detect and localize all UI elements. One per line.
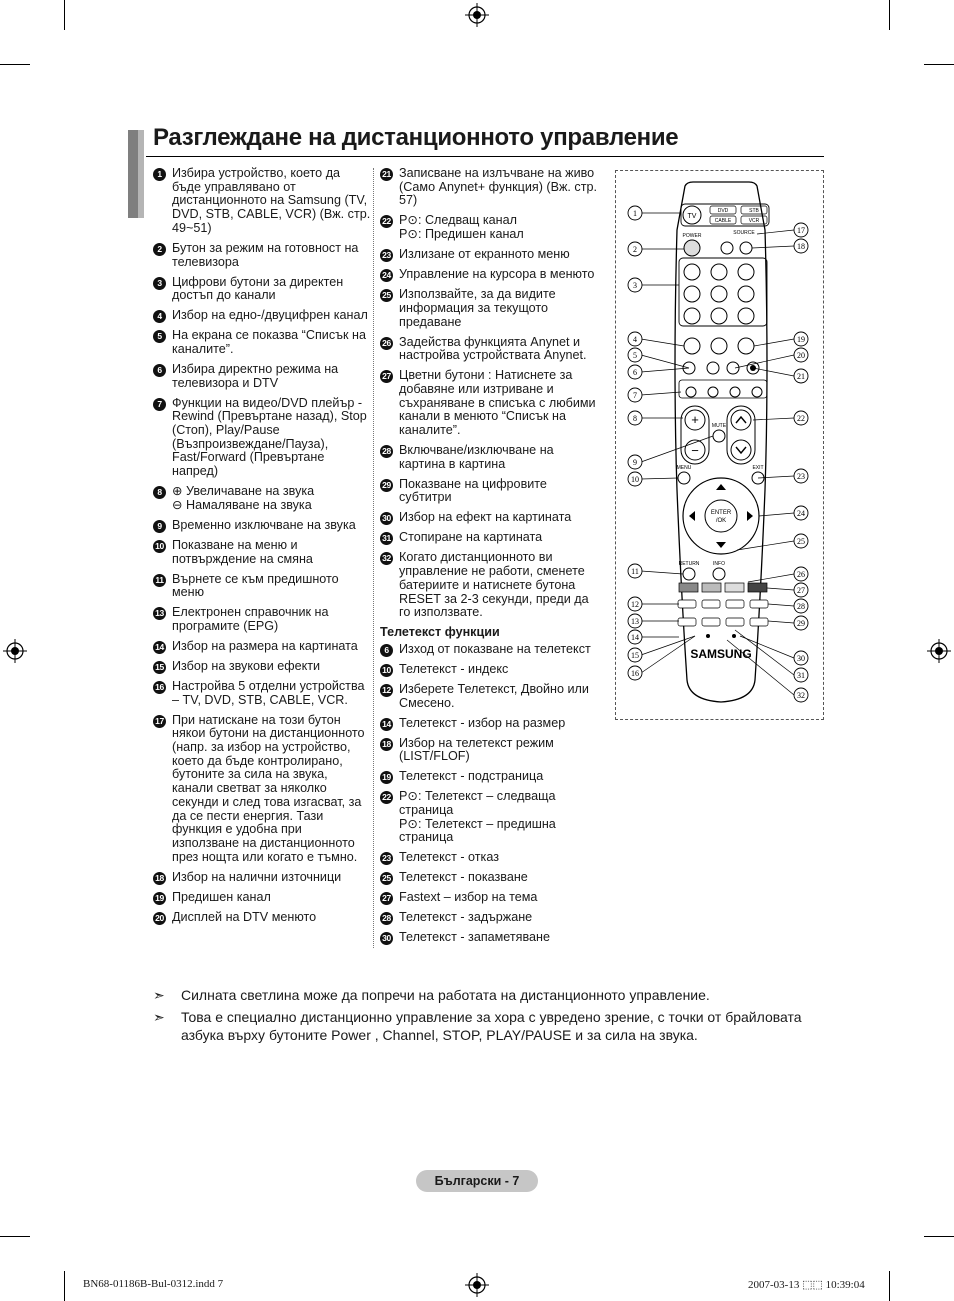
item-number-badge: 8 [153,486,166,499]
title-accent-bar [138,130,144,218]
item-text: Телетекст - запаметяване [399,930,550,945]
callout-label: 28 [797,602,805,611]
callout-label: 8 [633,414,637,423]
list-item [380,551,602,620]
list-item [153,714,371,865]
feature-list-column-1 [153,167,371,931]
item-number-badge: 4 [153,310,166,323]
item-text: Цифрови бутони за директен достъп до канали [172,274,344,303]
crop-mark [64,0,65,30]
item-text: Избор на налични източници [172,869,342,884]
item-number-badge: 6 [380,644,393,657]
item-number-badge: 32 [380,552,393,565]
list-item [380,683,602,710]
registration-mark-icon [465,1273,489,1297]
list-item [380,891,602,905]
callout-label: 26 [797,570,805,579]
crop-mark [924,64,954,65]
list-item [380,369,602,438]
list-item [380,214,602,241]
callout-label: 11 [631,567,639,576]
picture-label: EXIT [752,465,764,471]
note-bright-light: ➣ Силната светлина може да попречи на работата на дистанционното управление. [153,987,710,1003]
callout-label: 17 [797,226,805,235]
item-number-badge: 28 [380,912,393,925]
item-number-badge: 18 [380,738,393,751]
item-number-badge: 10 [380,664,393,677]
page-title: Разглеждане на дистанционното управление [153,124,679,151]
callout-label: 7 [633,391,637,400]
list-item [153,871,371,885]
callout-label: 24 [797,509,805,518]
item-text: Управление на курсора в менюто [399,267,595,282]
crop-mark [0,1236,30,1237]
item-text: Функции на видео/DVD плейър - Rewind (Превъртане назад), Stop (Стоп), Play/Pause (Възпроизвеждане/Пауза), Fast/Forward (Превъртане напред) [172,395,367,479]
registration-mark-icon [927,639,951,663]
item-number-badge: 1 [153,168,166,181]
picture-label: /OK [715,518,727,524]
item-number-badge: 3 [153,277,166,290]
item-number-badge: 5 [153,330,166,343]
callout-label: 15 [631,651,639,660]
callout-label: 1 [633,209,637,218]
item-text: На екрана се показва “Списък на каналите”. [172,328,366,356]
list-item [380,288,602,329]
column-divider [373,168,374,948]
picture-label: RETURN [678,561,700,567]
item-text: P⊙: Телетекст – следваща страница [399,789,556,818]
item-text: Телетекст - подстраница [399,769,544,784]
item-number-badge: 17 [153,715,166,728]
item-text: Цветни бутони : Натиснете за добавяне или изтриване и съхраняване в списъка с любими канали в менюто “Списък на каналите”. [399,368,596,438]
list-item [153,891,371,905]
list-item [380,871,602,885]
callout-label: 5 [633,351,637,360]
feature-list [380,167,602,620]
item-text: Показване на цифровите субтитри [399,476,547,505]
callout-label: 10 [631,475,639,484]
list-item [153,242,371,269]
item-number-badge: 2 [153,243,166,256]
callout-label: 16 [631,669,639,678]
item-text: Избор на телетекст режим (LIST/FLOF) [399,735,554,764]
list-item [380,911,602,925]
item-text: Телетекст - индекс [399,661,509,676]
item-text: Електронен справочник на програмите (EPG) [172,605,329,633]
list-item [380,336,602,363]
item-text: Избира директно режима на телевизора и DTV [172,361,339,390]
item-text: Записване на излъчване на живо [399,166,595,180]
list-item [153,573,371,600]
list-item [380,770,602,784]
item-number-badge: 27 [380,892,393,905]
brand-logo: SAMSUNG [690,647,752,661]
item-text: Излизане от екранното меню [399,247,570,262]
callout-label: 3 [633,281,637,290]
item-number-badge: 31 [380,532,393,545]
item-text: Задейства функцията Anynet и настройва устройствата Anynet. [399,334,587,363]
picture-label: INFO [713,561,725,567]
callout-label: 9 [633,458,637,467]
list-item [380,268,602,282]
item-number-badge: 23 [380,249,393,262]
item-text: Телетекст - избор на размер [399,715,566,730]
crop-mark [64,1271,65,1301]
title-rule [146,156,824,157]
callout-label: 20 [797,351,805,360]
callout-label: 6 [633,368,637,377]
page-number-badge: Български - 7 [416,1170,538,1192]
item-text: Fastext – избор на тема [399,890,538,905]
list-item [380,531,602,545]
item-number-badge: 16 [153,681,166,694]
item-number-badge: 10 [153,540,166,553]
picture-label: DVD [717,208,729,214]
list-item [153,606,371,633]
item-number-badge: 27 [380,370,393,383]
list-item [153,519,371,533]
item-number-badge: 12 [380,684,393,697]
item-text: Телетекст - отказ [399,850,499,865]
item-number-badge: 26 [380,337,393,350]
list-item [153,329,371,356]
item-number-badge: 25 [380,289,393,302]
item-text: Върнете се към предишното меню [172,571,339,600]
item-number-badge: 7 [153,398,166,411]
picture-label: MENU [676,465,692,471]
registration-mark-icon [465,3,489,27]
list-item [153,363,371,390]
callout-label: 21 [797,372,805,381]
item-text: Изход от показване на телетекст [399,641,591,656]
list-item [153,167,371,236]
item-text: Дисплей на DTV менюто [172,909,317,924]
arrow-icon: ➣ [153,1009,165,1025]
picture-label: MUTE [711,423,727,429]
item-text: Телетекст - показване [399,870,528,885]
picture-label: ENTER [710,510,732,516]
item-number-badge: 9 [153,520,166,533]
picture-label: TV [687,213,697,220]
list-item [380,248,602,262]
list-item [380,444,602,471]
list-item [153,660,371,674]
item-text: Изберете Телетекст, Двойно или Смесено. [399,681,589,710]
crop-mark [924,1236,954,1237]
callout-label: 25 [797,537,805,546]
item-number-badge: 20 [153,912,166,925]
list-item [153,397,371,479]
item-text: Избор на размера на картината [172,638,358,653]
teletext-list [380,643,602,945]
item-number-badge: 19 [380,771,393,784]
picture-label: CABLE [714,218,732,224]
item-text: Настройва 5 отделни устройства – TV, DVD, STB, CABLE, VCR. [172,678,365,707]
list-item [380,790,602,845]
picture-label: VCR [748,218,760,224]
callout-label: 29 [797,619,805,628]
item-number-badge: 28 [380,445,393,458]
callout-label: 2 [633,245,637,254]
callout-label: 27 [797,586,805,595]
callout-label: 14 [631,633,639,642]
list-item [380,663,602,677]
date-slug: 2007-03-13 ⬚⬚ 10:39:04 [748,1279,865,1291]
teletext-heading: Телетекст функции [380,625,500,640]
item-number-badge: 30 [380,512,393,525]
list-item [153,276,371,303]
picture-label: STB [749,208,759,214]
item-text: Избор на звукови ефекти [172,658,321,673]
item-number-badge: 18 [153,872,166,885]
item-text: P⊙: Следващ канал [399,213,517,228]
list-item [153,911,371,925]
item-number-badge: 22 [380,215,393,228]
item-text: ⊕ Увеличаване на звука [172,484,315,499]
item-text: Показване на меню и потвърждение на смяна [172,537,313,566]
item-number-badge: 14 [153,641,166,654]
list-item [380,717,602,731]
crop-mark [0,64,30,65]
item-text: Използвайте, за да видите информация за текущото предаване [399,287,556,329]
item-number-badge: 13 [153,607,166,620]
registration-mark-icon [3,639,27,663]
item-number-badge: 24 [380,269,393,282]
item-number-badge: 14 [380,718,393,731]
callout-label: 19 [797,335,805,344]
item-text: Избор на едно-/двуцифрен канал [172,308,368,323]
item-text: Бутон за режим на готовност на телевизора [172,240,359,269]
item-text: При натискане на този бутон някои бутони на дистанционното (напр. за избор на устройство, което да бъде контролирано, бутоните за сила на звука, канали светват за няколко секунди и след това изгасват, за да се пести енергия. Тази функция е удобна при използване на дистанционното през нощта или когато е тъмно. [172,712,365,864]
note-visually-impaired: ➣ Това е специално дистанционно управление за хора с увредено зрение, с точки от брайловата азбука върху бутоните Power , Channel, STOP, PLAY/PAUSE и за сила на звука. [153,1009,802,1043]
crop-mark [889,0,890,30]
picture-label: POWER [682,233,702,239]
list-item [380,737,602,764]
arrow-icon: ➣ [153,987,165,1003]
list-item [380,167,602,208]
picture-label: − [691,443,699,458]
item-text: Включване/изключване на картина в картина [399,443,554,471]
list-item [153,680,371,707]
crop-mark [889,1271,890,1301]
list-item [380,851,602,865]
item-text: Избор на ефект на картината [399,510,572,525]
item-number-badge: 25 [380,872,393,885]
list-item [153,640,371,654]
list-item [153,309,371,323]
feature-list-column-2 [380,167,602,951]
item-text: Телетекст - задържане [399,910,533,925]
item-text: ⊖ Намаляване на звука [172,497,312,512]
callout-label: 13 [631,617,639,626]
item-text: Предишен канал [172,889,271,904]
callout-label: 18 [797,242,805,251]
callout-label: 30 [797,654,805,663]
callout-label: 23 [797,472,805,481]
list-item [380,478,602,505]
item-number-badge: 21 [380,168,393,181]
item-text: P⊙: Предишен канал [399,227,524,242]
list-item [380,643,602,657]
item-number-badge: 6 [153,364,166,377]
item-text: P⊙: Телетекст – предишна страница [399,816,556,845]
file-slug: BN68-01186B-Bul-0312.indd 7 [83,1278,224,1290]
item-text: Избира устройство, което да бъде управлявано от дистанционното на Samsung (TV, DVD, STB, CABLE, VCR) (Вж. стр. 49~51) [172,166,371,235]
item-number-badge: 22 [380,791,393,804]
item-number-badge: 19 [153,892,166,905]
item-number-badge: 11 [153,574,166,587]
list-item [380,511,602,525]
picture-label: SOURCE [733,230,755,236]
item-number-badge: 15 [153,661,166,674]
callout-label: 12 [631,600,639,609]
item-number-badge: 29 [380,479,393,492]
item-text: Временно изключване на звука [172,517,356,532]
callout-label: 4 [633,335,637,344]
remote-control-illustration [615,170,822,718]
callout-label: 32 [797,691,805,700]
picture-label: + [691,412,699,427]
list-item [380,931,602,945]
item-text: Стопиране на картината [399,530,543,545]
list-item [153,485,371,512]
item-text: (Само Anynet+ функция) (Вж. стр. 57) [399,179,597,208]
list-item [153,539,371,566]
item-number-badge: 23 [380,852,393,865]
item-text: Когато дистанционното ви управление не работи, сменете батериите и натиснете бутона RESET за 2-3 секунди, преди да го използвате. [399,550,589,620]
item-number-badge: 30 [380,932,393,945]
callout-label: 31 [797,671,805,680]
channel-rocker [727,406,755,464]
callout-label: 22 [797,414,805,423]
